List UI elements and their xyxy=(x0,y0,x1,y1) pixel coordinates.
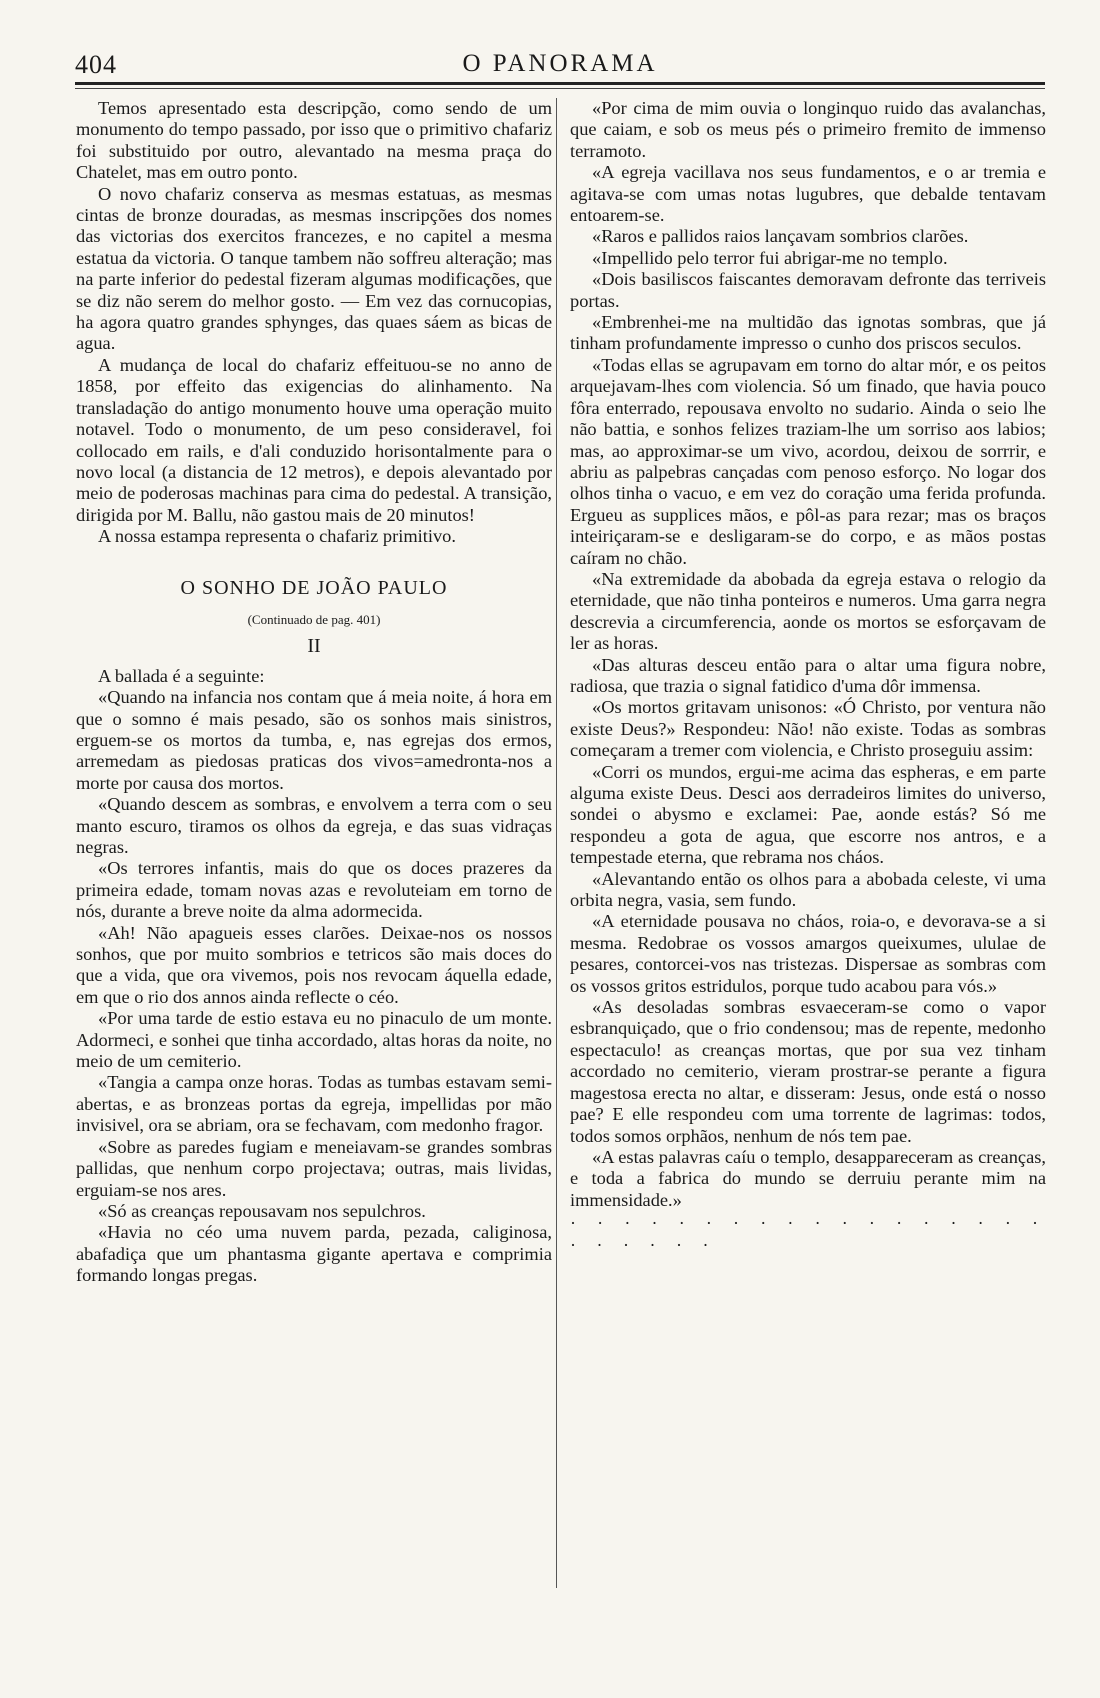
story-paragraph: «Raros e pallidos raios lançavam sombrios clarões. xyxy=(592,226,969,247)
story-paragraph: «Havia no céo uma nuvem parda, pezada, caliginosa, abafadiça que um phantasma gigante apertava e comprimia formando longas pregas. xyxy=(76,1222,552,1286)
page-number: 404 xyxy=(75,50,117,79)
article-title: O SONHO DE JOÃO PAULO xyxy=(180,576,448,599)
story-paragraph: «Por uma tarde de estio estava eu no pinaculo de um monte. Adormeci, e sonhei que tinha accordado, altas horas da noite, no meio de um cemiterio. xyxy=(76,1008,552,1072)
part-number: II xyxy=(307,635,321,658)
header-rule-thick xyxy=(75,82,1045,85)
story-paragraph: «Corri os mundos, ergui-me acima das espheras, e em parte alguma existe Deus. Desci aos derradeiros limites do universo, sondei o abysmo e exclamei: Pae, aonde estás? Só me respondeu a gota de agua, que escorre nos antros, e a tempestade eterna, que rebrama nos cháos. xyxy=(570,761,1046,868)
intro-paragraph: O novo chafariz conserva as mesmas estatuas, as mesmas cintas de bronze douradas, as mesmas inscripções dos nomes das victorias dos exercitos francezes, e no capitel a mesma estatua da victoria. O tanque tambem não soffreu alteração; mas na parte inferior do pedestal fizeram algumas modificações, que se diz não serem do melhor gosto. — Em vez das cornucopias, ha agora quatro grandes sphynges, das quaes sáem as bicas de agua. xyxy=(76,183,552,354)
continued-note: (Continuado de pag. 401) xyxy=(247,611,381,627)
intro-paragraph: A nossa estampa representa o chafariz primitivo. xyxy=(98,526,456,547)
ellipsis-dots: · · · · · · · · · · · · · · · · · · · · · · · · xyxy=(570,1213,1046,1255)
story-paragraph: «Impellido pelo terror fui abrigar-me no templo. xyxy=(592,247,948,268)
story-paragraph: «Quando descem as sombras, e envolvem a terra com o seu manto escuro, tiramos os olhos da egreja, e das suas vidraças negras. xyxy=(76,794,552,857)
story-paragraph: A ballada é a seguinte: xyxy=(98,665,265,686)
story-paragraph: «A estas palavras caíu o templo, desappareceram as creanças, e toda a fabrica do mundo se derruiu perante mim na immensidade.» xyxy=(570,1146,1046,1210)
story-paragraph: «Tangia a campa onze horas. Todas as tumbas estavam semi-abertas, e as bronzeas portas da egreja, impellidas por mão invisivel, ora se abriam, ora se fechavam, com medonho fragor. xyxy=(76,1072,552,1136)
column-divider xyxy=(556,98,557,1588)
intro-paragraph: Temos apresentado esta descripção, como sendo de um monumento do tempo passado, por isso que o primitivo chafariz foi substituido por outro, alevantado na mesma praça do Chatelet, mas em outro ponto. xyxy=(76,98,552,183)
story-paragraph: «Todas ellas se agrupavam em torno do altar mór, e os peitos arquejavam-lhes com violencia. Só um finado, que havia pouco fôra enterrado, repousava envolto no sudario. Ainda o seio lhe não battia, e sonhos felizes traziam-lhe um sorriso aos labios; mas, ao approximar-se um vivo, acordou, deixou de sorrrir, e abriu as palpebras cançadas com penoso esforço. No logar dos olhos tinha o vacuo, e em vez do coração uma ferida profunda. Ergueu as supplices mãos, e pôl-as para rezar; mas os braços inteiriçaram-se e desligaram-se do corpo, e as mãos postas caíram no chão. xyxy=(570,354,1046,568)
story-paragraph: «Só as creanças repousavam nos sepulchros. xyxy=(98,1200,426,1221)
story-paragraph: «Quando na infancia nos contam que á meia noite, á hora em que o somno é mais pesado, são os sonhos mais sinistros, erguem-se os mortos da tumba, e, nas egrejas dos ermos, arremedam as piedosas praticas dos vivos=amedronta-nos a morte por causa dos mortos. xyxy=(76,687,552,793)
story-paragraph: «Sobre as paredes fugiam e meneiavam-se grandes sombras pallidas, que nenhum corpo projectava; outras, mais lividas, erguiam-se nos ares. xyxy=(76,1136,552,1200)
story-paragraph: «A eternidade pousava no cháos, roia-o, e devorava-se a si mesma. Redobrae os vossos amargos queixumes, ululae de pesares, contorcei-vos nas tristezas. Dispersae as sombras com os vossos gritos estridulos, porque tudo acabou para vós.» xyxy=(570,911,1046,996)
story-paragraph: «Das alturas desceu então para o altar uma figura nobre, radiosa, que trazia o signal fatidico d'uma dôr immensa. xyxy=(570,654,1046,696)
right-column xyxy=(570,98,1046,1256)
story-paragraph: «Ah! Não apagueis esses clarões. Deixae-nos os nossos sonhos, que por muito sombrios e tetricos são mais doces do que a vida, que ora vivemos, pois nos revocam áquella edade, em que o rio dos annos ainda reflecte o céo. xyxy=(76,922,552,1007)
page-header xyxy=(75,50,1045,84)
story-paragraph: «Dois basiliscos faiscantes demoravam defronte das terriveis portas. xyxy=(570,269,1046,311)
story-paragraph: «Os mortos gritavam unisonos: «Ó Christo, por ventura não existe Deus?» Respondeu: Não! não existe. Todas as sombras começaram a tremer com violencia, e Christo proseguiu assim: xyxy=(570,697,1046,761)
journal-title: O PANORAMA xyxy=(462,50,658,77)
story-paragraph: «Os terrores infantis, mais do que os doces prazeres da primeira edade, tomam novas azas e revoluteiam em torno de nós, durante a breve noite da alma adormecida. xyxy=(76,858,552,922)
header-rule-thin xyxy=(75,88,1045,89)
story-paragraph: «Por cima de mim ouvia o longinquo ruido das avalanchas, que caiam, e sob os meus pés o primeiro fremito de immenso terramoto. xyxy=(570,98,1046,161)
story-paragraph: «Na extremidade da abobada da egreja estava o relogio da eternidade, que não tinha ponteiros e numeros. Uma garra negra descrevia a circumferencia, aonde os mortos se esforçavam de ler as horas. xyxy=(570,568,1046,654)
story-paragraph: «A egreja vacillava nos seus fundamentos, e o ar tremia e agitava-se com umas notas lugubres, que debalde tentavam entoarem-se. xyxy=(570,162,1046,226)
left-column xyxy=(76,98,552,1287)
story-paragraph: «Embrenhei-me na multidão das ignotas sombras, que já tinham profundamente impresso o cunho dos priscos seculos. xyxy=(570,312,1046,354)
intro-paragraph: A mudança de local do chafariz effeituou-se no anno de 1858, por effeito das exigencias do alinhamento. Na transladação do antigo monumento houve uma operação muito notavel. Todo o monumento, de um peso consideravel, foi collocado em rails, e d'ali conduzido horisontalmente para o novo local (a distancia de 12 metros), e depois alevantado por meio de poderosas machinas para cima do pedestal. A transição, dirigida por M. Ballu, não gastou mais de 20 minutos! xyxy=(76,354,552,525)
story-paragraph: «Alevantando então os olhos para a abobada celeste, vi uma orbita negra, vasia, sem fundo. xyxy=(570,868,1046,911)
story-paragraph: «As desoladas sombras esvaeceram-se como o vapor esbranquiçado, que o frio condensou; mas de repente, medonho espectaculo! as creanças mortas, que por sua vez tinham accordado no cemiterio, vieram prostrar-se perante a figura magestosa erecta no altar, e disseram: Jesus, onde está o nosso pae? E elle respondeu com uma torrente de lagrimas: todos, todos somos orphãos, nenhum de nós tem pae. xyxy=(570,997,1046,1146)
